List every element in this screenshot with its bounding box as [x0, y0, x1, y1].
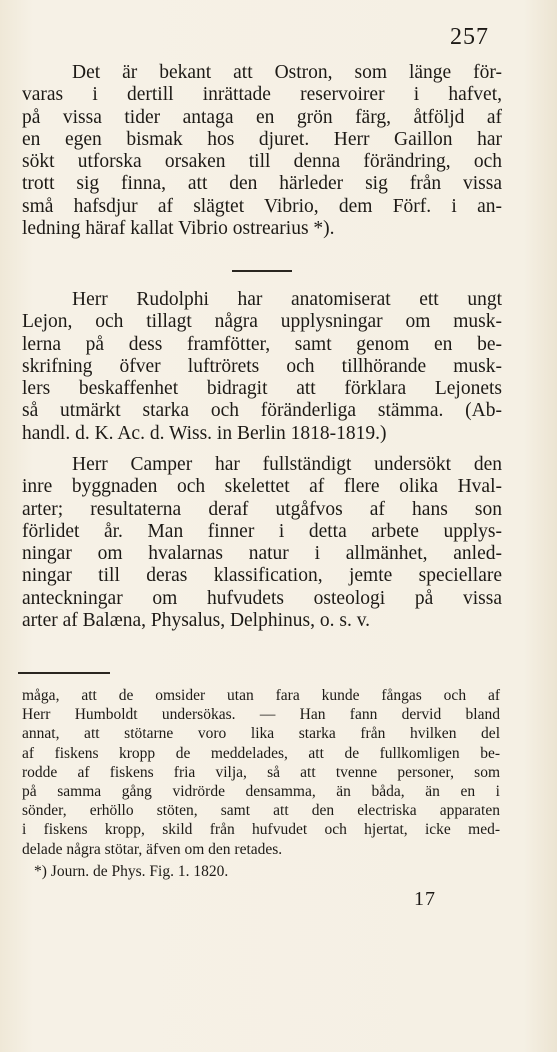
text-line: arter af Balæna, Physalus, Delphinus, o. s. v.: [22, 610, 371, 632]
text-line: handl. d. K. Ac. d. Wiss. in Berlin 1818-1819.): [22, 422, 387, 444]
text-line: inre byggnaden och skelettet af flere olika Hval-: [22, 476, 502, 498]
text-line: förlidet år. Man finner i detta arbete upplys-: [22, 520, 502, 542]
text-line: Lejon, och tillagt några upplysningar om musk-: [22, 311, 502, 333]
text-line: så utmärkt starka och föränderliga stämma. (Ab-: [22, 400, 502, 422]
text-line: sökt utforska orsaken till denna förändring, och: [22, 151, 502, 173]
text-line: varas i dertill inrättade reservoirer i hafvet,: [22, 84, 502, 106]
text-line: på vissa tider antaga en grön färg, åtföljd af: [22, 106, 502, 128]
footnote-reference: [22, 862, 502, 881]
text-line: Herr Rudolphi har anatomiserat ett ungt: [72, 289, 502, 310]
text-line: skrifning öfver luftrörets och tillhörande musk-: [22, 355, 502, 377]
text-line: ningar om hvalarnas natur i allmänhet, anled-: [22, 543, 502, 565]
paragraph-ostron: [22, 62, 502, 240]
footnote-line: måga, att de omsider utan fara kunde fångas och af: [22, 687, 500, 704]
text-line: trott sig finna, att den härleder sig från vissa: [22, 173, 502, 195]
footnote-line: på samma gång vidrörde densamma, än båda, än en i: [22, 782, 500, 800]
text-line: arter; resultaterna deraf utgåfvos af hans son: [22, 498, 502, 520]
footnote-continuation: [22, 686, 500, 859]
text-line: en egen bismak hos djuret. Herr Gaillon har: [22, 128, 502, 150]
footnote-line: sönder, erhöllo stöten, samt att den electriska apparaten: [22, 802, 500, 820]
footnote-line: af fiskens kropp de meddelades, att de fullkomligen be-: [22, 744, 500, 762]
text-line: lerna på dess framfötter, samt genom en be-: [22, 333, 502, 355]
text-line: lers beskaffenhet bidragit att förklara Lejonets: [22, 378, 502, 400]
text-line: ledning häraf kallat Vibrio ostrearius *).: [22, 218, 335, 240]
footnote-line: annat, att stötarne voro lika starka från hvilken del: [22, 725, 500, 743]
footnote-line: delade några stötar, äfven om den retades.: [22, 840, 283, 858]
signature-mark: 17: [414, 888, 436, 910]
text-line: Herr Camper har fullständigt undersökt den: [72, 454, 502, 475]
text-line: anteckningar om hufvudets osteologi på vissa: [22, 587, 502, 609]
footnote-line: *) Journ. de Phys. Fig. 1. 1820.: [34, 863, 229, 880]
text-line: små hafsdjur af slägtet Vibrio, dem Förf. i an-: [22, 195, 502, 217]
paragraph-camper: [22, 454, 502, 632]
footnote-line: Herr Humboldt undersökas. — Han fann dervid bland: [22, 706, 500, 724]
footnote-line: rodde af fiskens fria vilja, så att tvenne personer, som: [22, 763, 500, 781]
text-line: ningar till deras klassification, jemte speciellare: [22, 565, 502, 587]
footnote-line: i fiskens kropp, skild från hufvudet och hjertat, icke med-: [22, 821, 500, 839]
page-number: 257: [450, 24, 489, 50]
text-line: Det är bekant att Ostron, som länge för-: [72, 62, 502, 83]
footnote-rule: [18, 672, 110, 674]
section-divider: [232, 270, 292, 272]
paragraph-rudolphi: [22, 289, 502, 445]
